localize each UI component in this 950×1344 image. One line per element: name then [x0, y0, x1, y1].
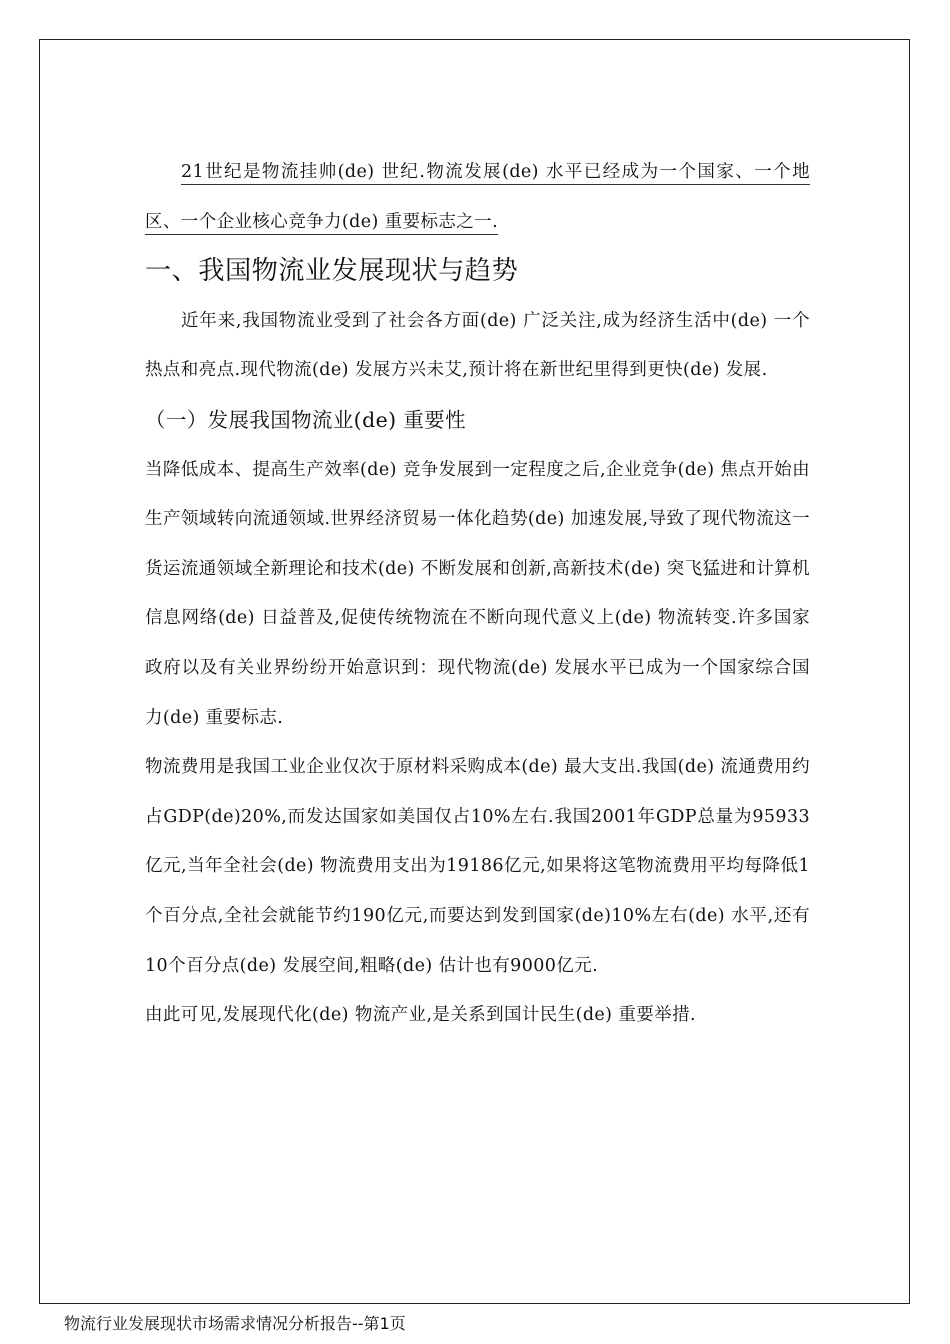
section-heading: 一、我国物流业发展现状与趋势: [145, 256, 519, 287]
document-body: [145, 148, 810, 1041]
body-paragraph-4: 由此可见,发展现代化(de) 物流产业,是关系到国计民生(de) 重要举措.: [145, 1005, 696, 1026]
body-paragraph-2: 当降低成本、提高生产效率(de) 竞争发展到一定程度之后,企业竞争(de) 焦点开始由生产领域转向流通领域.世界经济贸易一体化趋势(de) 加速发展,导致了现代物流这一货运流通领域全新理论和技术(de) 不断发展和创新,高新技术(de) 突飞猛进和计算机信息网络(de) 日益普及,促使传统物流在不断向现代意义上(de) 物流转变.许多国家政府以及有关业界纷纷开始意识到：现代物流(de) 发展水平已成为一个国家综合国力(de) 重要标志.: [145, 459, 810, 728]
body-paragraph-1: 近年来,我国物流业受到了社会各方面(de) 广泛关注,成为经济生活中(de) 一个热点和亮点.现代物流(de) 发展方兴未艾,预计将在新世纪里得到更快(de) 发展.: [145, 310, 810, 381]
page-footer: 物流行业发展现状市场需求情况分析报告--第1页: [64, 1314, 406, 1333]
intro-text: 21世纪是物流挂帅(de) 世纪.物流发展(de) 水平已经成为一个国家、一个地区、一个企业核心竞争力(de) 重要标志之一.: [145, 162, 810, 232]
body-paragraph-3: 物流费用是我国工业企业仅次于原材料采购成本(de) 最大支出.我国(de) 流通费用约占GDP(de)20%,而发达国家如美国仅占10%左右.我国2001年GDP总量为95933亿元,当年全社会(de) 物流费用支出为19186亿元,如果将这笔物流费用平均每降低1个百分点,全社会就能节约190亿元,而要达到发到国家(de)10%左右(de) 水平,还有10个百分点(de) 发展空间,粗略(de) 估计也有9000亿元.: [145, 757, 810, 976]
intro-paragraph: [145, 148, 810, 247]
subsection-heading: （一）发展我国物流业(de) 重要性: [145, 407, 466, 432]
